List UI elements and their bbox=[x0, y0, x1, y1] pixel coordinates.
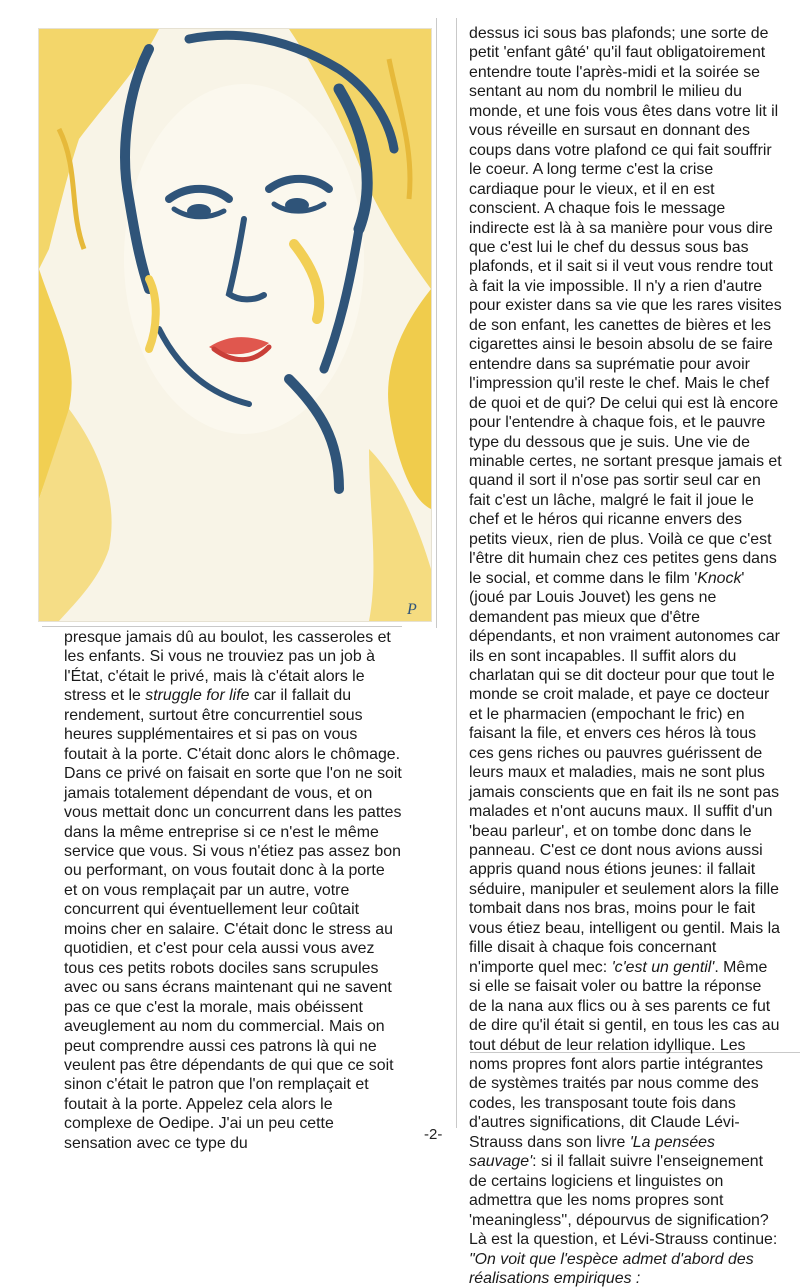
right-paragraph bbox=[469, 24, 783, 1288]
left-paragraph bbox=[64, 628, 402, 1153]
italic-text-run: "On voit que l'espèce admet d'abord des réalisations empiriques : bbox=[469, 1250, 754, 1287]
scan-edge-line bbox=[436, 18, 437, 628]
portrait-painting bbox=[38, 28, 432, 622]
text-run: . Même si elle se faisait voler ou battre la réponse de la nana aux flics ou à ses parents ce fut de dire qu'il était si gentil, en tous les cas au tout début de leur relation idyllique. Les noms propres font alors partie intégrantes de systèmes traités par nous comme des codes, les transposant toute fois dans d'autres significations, dit Claude Lévi-Strauss dans son livre bbox=[469, 958, 780, 1151]
italic-text-run: struggle for life bbox=[145, 687, 250, 705]
scan-edge-line bbox=[42, 626, 402, 627]
painting-signature: P bbox=[407, 601, 417, 618]
text-run: dessus ici sous bas plafonds; une sorte de petit 'enfant gâté' qu'il faut obligatoirement entendre toute l'après-midi et la soirée se sentant au nom du nombril le milieu du monde, et une fois vous êtes dans votre lit il vous réveille en sursaut en donnant des coups dans votre plafond ce qui fait souffrir le coeur. A long terme c'est la crise cardiaque pour le vieux, et il en est conscient. A chaque fois le message indirecte est là à sa manière pour vous dire que c'est lui le chef du dessus sous bas plafonds, et il sait si il veut vous rendre tout à fait la vie impossible. Il n'y a rien d'autre pour exister dans sa vie que les rares visites de son enfant, les canettes de bières et les cigarettes ainsi le besoin absolu de se faire entendre dans sa suprématie pour avoir l'impression qu'il reste le chef. Mais le chef de quoi et de qui? De celui qui est là encore pour l'entendre à chaque fois, et le pauvre type du dessous que je suis. Une vie de minable certes, ne sortant presque jamais et quand il sort il n'ose pas sortir seul car en fait c'est un lâche, malgré le fait il joue le chef et le héros qui ricanne envers des petits vieux, rien de plus. Voilà ce que c'est l'être dit humain chez ces petites gens dans le social, et comme dans le film ' bbox=[469, 25, 782, 587]
text-run: car il fallait du rendement, surtout être concurrentiel sous heures supplémentaires et si pas on vous foutait à la porte. C'était donc alors le chômage. Dans ce privé on faisait en sorte que l'on ne soit jamais totalement dépendant de vous, et on vous mettait donc un concurrent dans les pattes dans la même entreprise si ce n'est le même service que vous. Si vous n'étiez pas assez bon ou performant, on vous foutait donc à la porte et on vous remplaçait par un autre, votre concurrent qui éventuellement leur coûtait moins cher en salaire. C'était donc le stress au quotidien, et c'est pour cela aussi vous avez tous ces petits robots dociles sans scrupules avec ou sans écrans maintenant qui ne savent pas ce que c'est la morale, mais obéissent aveuglement au nom du commercial. Mais on peut comprendre aussi ces patrons là qui ne veulent pas être dépendants de qui que ce soit sinon c'était le patron que l'on remplaçait et foutait à la porte. Appelez cela alors le complexe de Oedipe. J'ai un peu cette sensation avec ce type du bbox=[64, 687, 402, 1152]
page-number: -2- bbox=[424, 1126, 443, 1143]
italic-text-run: Knock bbox=[697, 569, 742, 587]
column-divider bbox=[456, 18, 457, 1128]
text-run: ' (joué par Louis Jouvet) les gens ne demandent pas mieux que d'être dépendants, et non vraiment autonomes car ils en sont incapables. Il suffit alors du charlatan qui se dit docteur pour que tout le monde se croit malade, et paye ce docteur et le pharmacien (empochant le fric) en faisant la file, et envers ces héros là tous ces gens riches ou pauvres guérissent de leurs maux et maladies, mais ne sont plus jamais conscients que en fait ils ne sont pas malades et n'ont aucuns maux. Il suffit d'un 'beau parleur', et on tombe donc dans le panneau. C'est ce dont nous avions aussi appris quand nous étions jeunes: il fallait séduire, manipuler et seulement alors la fille tombait dans nos bras, moins pour le fait vous étiez beau, intelligent ou gentil. Mais la fille disait à chaque fois concernant n'importe quel mec: bbox=[469, 569, 780, 976]
italic-text-run: 'La pensées sauvage' bbox=[469, 1133, 715, 1171]
text-run: : si il fallait suivre l'enseignement de certains logiciens et linguistes on admettra que les noms propres sont 'meaningless'', dépourvus de signification? Là est la question, et Lévi-Strauss continue: bbox=[469, 1153, 778, 1249]
italic-text-run: 'c'est un gentil' bbox=[611, 958, 715, 976]
portrait-painting-icon bbox=[39, 29, 431, 621]
text-run: presque jamais dû au boulot, les casseroles et les enfants. Si vous ne trouviez pas un job à l'État, c'était le privé, mais là c'était alors le stress et le bbox=[64, 629, 391, 705]
right-text-column bbox=[469, 24, 783, 1288]
left-text-column bbox=[64, 628, 402, 1153]
